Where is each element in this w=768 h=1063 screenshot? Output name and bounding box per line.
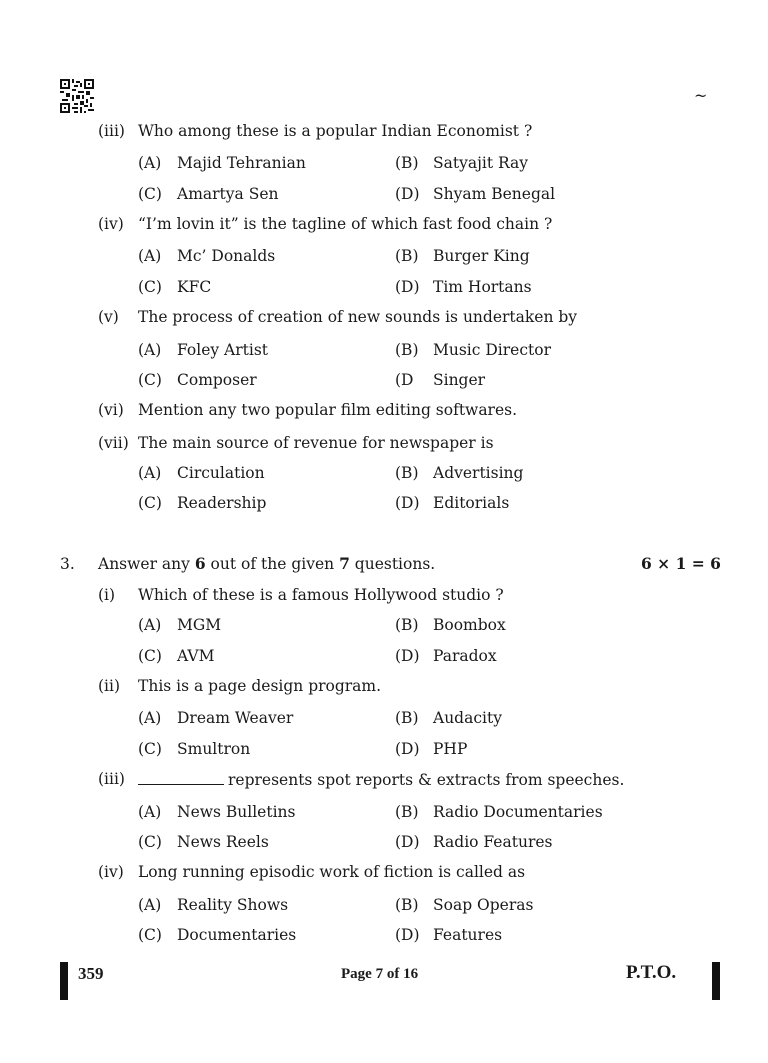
option-label: (B): [395, 247, 419, 265]
question-text: The process of creation of new sounds is undertaken by: [138, 308, 578, 326]
option-text: Reality Shows: [177, 896, 289, 914]
option-text: Documentaries: [177, 926, 297, 944]
option-text: Advertising: [433, 464, 524, 482]
question-text: “I’m lovin it” is the tagline of which fast food chain ?: [138, 215, 553, 233]
option-label: (C): [138, 833, 162, 851]
option-label: (A): [138, 709, 162, 727]
corner-mark: ~: [694, 86, 708, 105]
question-text: Which of these is a famous Hollywood studio ?: [138, 586, 504, 604]
option-text: KFC: [177, 278, 212, 296]
option-label: (B): [395, 803, 419, 821]
question-number: 3.: [60, 555, 75, 573]
option-label: (D): [395, 926, 420, 944]
option-text: News Reels: [177, 833, 269, 851]
option-label: (B): [395, 154, 419, 172]
option-text: Majid Tehranian: [177, 154, 306, 172]
option-label: (C): [138, 926, 162, 944]
option-label: (B): [395, 341, 419, 359]
question-number: (v): [98, 308, 119, 326]
option-label: (D): [395, 647, 420, 665]
option-label: (D): [395, 494, 420, 512]
option-text: MGM: [177, 616, 222, 634]
question-number: (iii): [98, 770, 125, 788]
question-number: (ii): [98, 677, 121, 695]
option-label: (D): [395, 740, 420, 758]
option-text: Audacity: [433, 709, 502, 727]
option-label: (B): [395, 616, 419, 634]
option-text: Features: [433, 926, 503, 944]
option-text: Composer: [177, 371, 257, 389]
question-number: (vi): [98, 401, 124, 419]
option-text: Smultron: [177, 740, 251, 758]
option-text: Mc’ Donalds: [177, 247, 276, 265]
question-text: Mention any two popular film editing softwares.: [138, 401, 518, 419]
option-text: Burger King: [433, 247, 530, 265]
option-text: Boombox: [433, 616, 506, 634]
option-text: Radio Documentaries: [433, 803, 603, 821]
option-text: Tim Hortans: [433, 278, 532, 296]
option-label: (A): [138, 247, 162, 265]
option-text: Satyajit Ray: [433, 154, 529, 172]
option-label: (A): [138, 154, 162, 172]
footer-left-bar: [60, 962, 68, 1000]
option-text: Soap Operas: [433, 896, 534, 914]
option-label: (D): [395, 278, 420, 296]
option-text: AVM: [177, 647, 215, 665]
option-text: Circulation: [177, 464, 265, 482]
option-label: (A): [138, 896, 162, 914]
option-label: (C): [138, 278, 162, 296]
pto-label: P.T.O.: [626, 962, 677, 983]
option-label: (C): [138, 740, 162, 758]
paper-code: 359: [78, 964, 104, 983]
option-label: (D): [395, 833, 420, 851]
option-label: (C): [138, 647, 162, 665]
option-label: (B): [395, 464, 419, 482]
question-text: Who among these is a popular Indian Economist ?: [138, 122, 533, 140]
question-text: Long running episodic work of fiction is called as: [138, 863, 526, 881]
option-label: (C): [138, 185, 162, 203]
option-label: (C): [138, 494, 162, 512]
question-number: (vii): [98, 434, 129, 452]
option-text: Amartya Sen: [177, 185, 279, 203]
question-text: represents spot reports & extracts from speeches.: [138, 770, 624, 789]
option-label: (A): [138, 803, 162, 821]
option-text: Shyam Benegal: [433, 185, 556, 203]
question-number: (iv): [98, 215, 124, 233]
option-text: News Bulletins: [177, 803, 296, 821]
option-label: (C): [138, 371, 162, 389]
question-number: (iv): [98, 863, 124, 881]
option-text: Dream Weaver: [177, 709, 294, 727]
option-text: Readership: [177, 494, 267, 512]
option-label: (A): [138, 616, 162, 634]
option-text: Editorials: [433, 494, 510, 512]
page-number: Page 7 of 16: [341, 966, 419, 982]
option-label: (A): [138, 464, 162, 482]
option-label: (B): [395, 709, 419, 727]
fill-in-blank: [138, 770, 224, 785]
question-number: (iii): [98, 122, 125, 140]
option-label: (A): [138, 341, 162, 359]
option-text: Paradox: [433, 647, 497, 665]
option-text: PHP: [433, 740, 468, 758]
marks-allocation: 6 × 1 = 6: [641, 554, 721, 573]
qr-code: [60, 79, 94, 113]
option-label: (D: [395, 371, 414, 389]
question-instruction: Answer any 6 out of the given 7 questions.: [98, 554, 436, 573]
question-text: The main source of revenue for newspaper is: [138, 434, 494, 452]
option-label: (D): [395, 185, 420, 203]
question-text: This is a page design program.: [138, 677, 382, 695]
option-text: Singer: [433, 371, 486, 389]
footer-right-bar: [712, 962, 720, 1000]
option-label: (B): [395, 896, 419, 914]
option-text: Music Director: [433, 341, 551, 359]
option-text: Radio Features: [433, 833, 553, 851]
option-text: Foley Artist: [177, 341, 269, 359]
question-number: (i): [98, 586, 116, 604]
